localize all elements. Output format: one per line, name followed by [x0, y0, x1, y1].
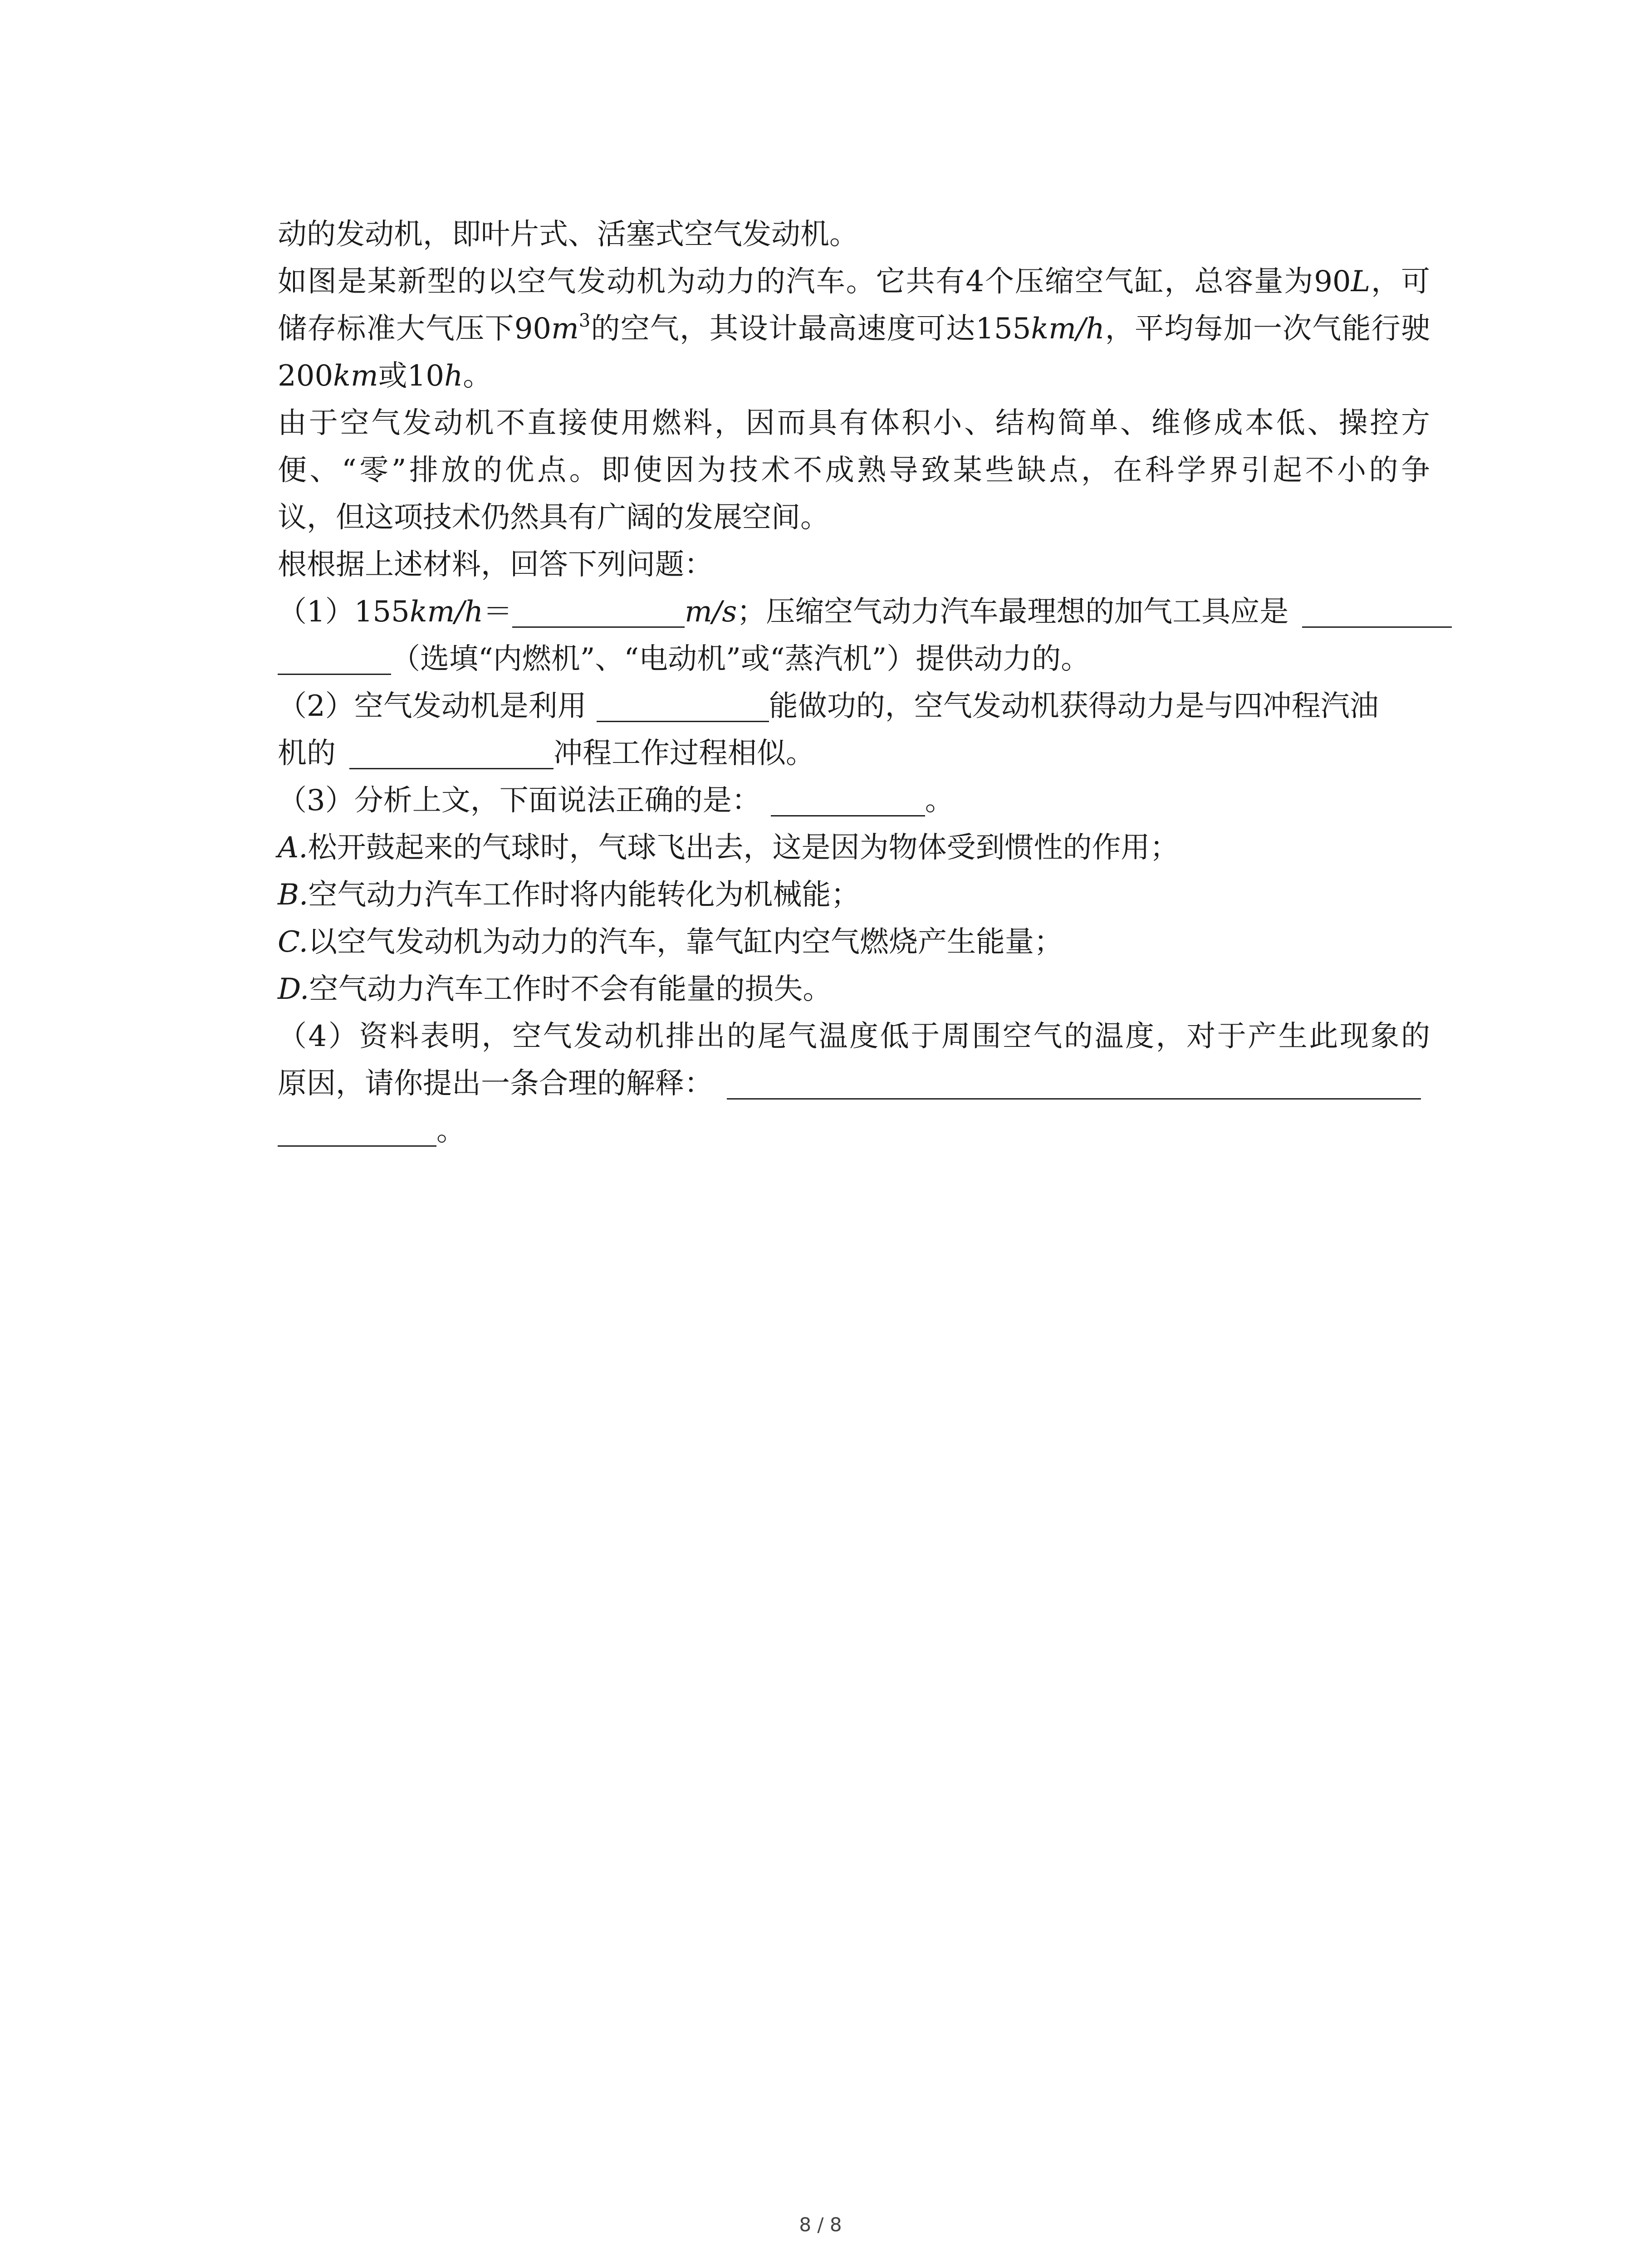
text: ；压缩空气动力汽车最理想的加气工具应是 [737, 595, 1289, 629]
text: （4）资料表明，空气发动机排出的尾气温度低于周围空气的温度，对于产生此现象的 [278, 1020, 1430, 1053]
text: （2）空气发动机是利用 [278, 689, 587, 723]
text: ＝ [483, 595, 513, 629]
text: 如图是某新型的以空气发动机为动力的汽车。它共有4个压缩空气缸，总容量为90 [278, 265, 1351, 298]
question-4-line-2 [278, 1060, 1430, 1107]
text-line [278, 211, 1430, 258]
option-c [278, 919, 1430, 966]
text: 200 [278, 359, 333, 393]
option-a [278, 824, 1430, 871]
page-number: 8 / 8 [799, 2214, 842, 2236]
text-line [278, 352, 1430, 400]
text-line [278, 400, 1430, 447]
unit-ms: m/s [685, 595, 737, 629]
option-text: 空气动力汽车工作时将内能转化为机械能； [308, 878, 860, 912]
text: （1）155 [278, 595, 410, 629]
text-line [278, 541, 1430, 588]
option-letter: D. [278, 973, 309, 1006]
text: 原因，请你提出一条合理的解释： [278, 1067, 713, 1100]
text: 的空气，其设计最高速度可达155 [590, 312, 1031, 346]
text: 储存标准大气压下90 [278, 312, 552, 346]
text: 或10 [378, 359, 445, 393]
unit-km: km [333, 359, 378, 393]
unit-hour: h [444, 359, 463, 393]
option-letter: A. [278, 831, 308, 865]
option-letter: C. [278, 925, 309, 959]
text-line [278, 447, 1430, 494]
text: （选填“内燃机”、“电动机”或“蒸汽机”）提供动力的。 [391, 642, 1090, 676]
unit-liter: L [1351, 265, 1371, 298]
question-1-line-1 [278, 588, 1430, 635]
option-text: 以空气发动机为动力的汽车，靠气缸内空气燃烧产生能量； [308, 925, 1063, 959]
text: 。 [463, 359, 492, 393]
text: 由于空气发动机不直接使用燃料，因而具有体积小、结构简单、维修成本低、操控方 [278, 406, 1430, 440]
option-text: 松开鼓起来的气球时，气球飞出去，这是因为物体受到惯性的作用； [308, 831, 1179, 865]
text: 议，但这项技术仍然具有广阔的发展空间。 [278, 501, 829, 534]
answer-blank-q2-stroke[interactable] [349, 736, 554, 769]
answer-blank-q3[interactable] [771, 783, 925, 816]
option-letter: B. [278, 878, 309, 912]
question-4-line-1 [278, 1013, 1430, 1060]
answer-blank-q1-tool-cont[interactable] [278, 642, 391, 675]
option-b [278, 871, 1430, 919]
text: 机的 [278, 737, 336, 770]
option-d [278, 966, 1430, 1013]
answer-blank-q4-cont[interactable] [278, 1114, 436, 1147]
text: 根根据上述材料，回答下列问题： [278, 548, 713, 582]
question-content [278, 211, 1430, 1154]
text: ，可 [1370, 265, 1430, 298]
question-2-line-2 [278, 730, 1430, 777]
option-text: 空气动力汽车工作时不会有能量的损失。 [309, 973, 832, 1006]
question-3-stem [278, 777, 1430, 824]
question-2-line-1 [278, 683, 1430, 730]
text: 能做功的，空气发动机获得动力是与四冲程汽油 [769, 689, 1379, 723]
text-line [278, 258, 1430, 305]
text: ，平均每加一次气能行驶 [1104, 312, 1430, 346]
text-line [278, 305, 1430, 352]
unit-kmh: km/h [1031, 312, 1105, 346]
unit-kmh: km/h [409, 595, 484, 629]
answer-blank-q1-speed[interactable] [512, 595, 685, 628]
text: 便、“零”排放的优点。即使因为技术不成熟导致某些缺点，在科学界引起不小的争 [278, 454, 1430, 487]
text: （3）分析上文，下面说法正确的是： [278, 784, 761, 817]
answer-blank-q4[interactable] [727, 1066, 1421, 1100]
unit-meter: m [551, 312, 579, 346]
question-4-line-3 [278, 1107, 1430, 1154]
superscript: 3 [578, 310, 591, 331]
answer-blank-q1-tool[interactable] [1302, 595, 1452, 628]
text: 冲程工作过程相似。 [554, 737, 815, 770]
text: 动的发动机，即叶片式、活塞式空气发动机。 [278, 218, 858, 251]
text-line [278, 494, 1430, 541]
answer-blank-q2-energy[interactable] [597, 689, 769, 722]
question-1-line-2 [278, 635, 1430, 683]
text: 。 [436, 1114, 465, 1148]
text: 。 [925, 784, 954, 817]
